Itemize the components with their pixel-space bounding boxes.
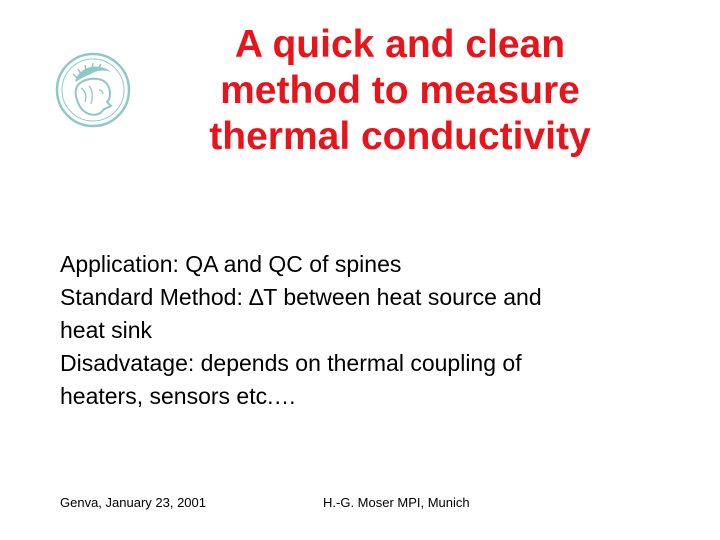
body-line-standard-method: Standard Method: ∆T between heat source and — [60, 284, 542, 310]
body-line-heat-sink: heat sink — [60, 317, 153, 343]
footer-author: H.-G. Moser MPI, Munich — [323, 495, 470, 510]
slide-title — [160, 22, 640, 160]
body-line-heaters: heaters, sensors etc.… — [60, 383, 297, 409]
title-line: A quick and clean — [234, 23, 566, 66]
title-line: thermal conductivity — [209, 115, 591, 158]
slide-body — [60, 248, 680, 413]
minerva-logo-icon — [55, 52, 131, 128]
body-line-disadvantage: Disadvatage: depends on thermal coupling of — [60, 350, 522, 376]
title-line: method to measure — [220, 69, 580, 112]
footer-date: Genva, January 23, 2001 — [60, 495, 206, 510]
body-line-application: Application: QA and QC of spines — [60, 251, 402, 277]
